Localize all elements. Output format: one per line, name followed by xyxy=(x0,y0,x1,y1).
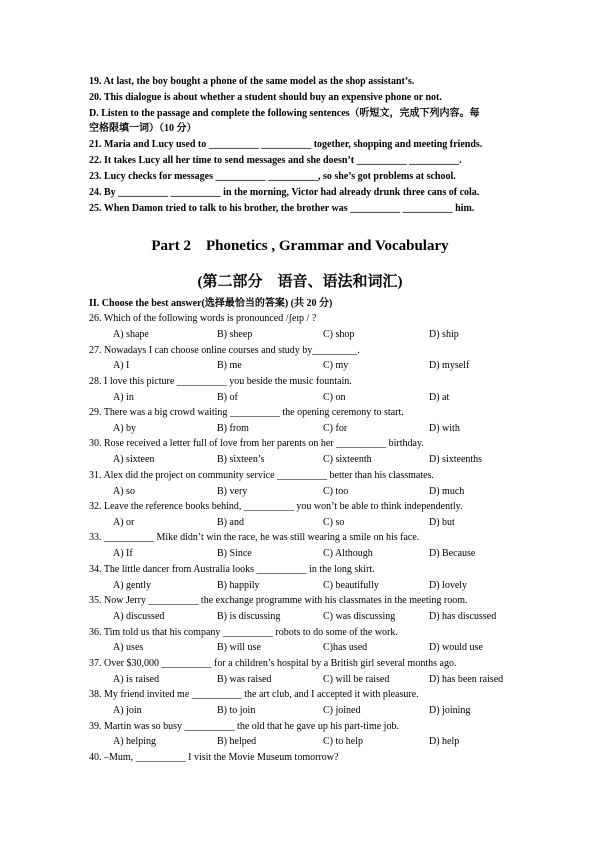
option: A) helping xyxy=(113,736,157,747)
question-35: 35. Now Jerry __________ the exchange programme with his classmates in the meeting room. xyxy=(89,595,468,606)
option: A) by xyxy=(113,423,137,434)
option: C) beautifully xyxy=(323,580,379,591)
statement-24: 24. By __________ __________ in the morning, Victor had already drunk three cans of cola. xyxy=(89,187,480,198)
option: D) but xyxy=(429,517,455,528)
question-26: 26. Which of the following words is pronounced /ʃeɪp / ? xyxy=(89,313,317,324)
option: A) in xyxy=(113,392,134,403)
part2-title-cn: (第二部分 语音、语法和词汇) xyxy=(197,274,403,290)
option: A) If xyxy=(113,548,133,559)
option: D) has been raised xyxy=(429,674,504,685)
option: D) lovely xyxy=(429,580,468,591)
option: C) shop xyxy=(323,329,355,340)
option: B) very xyxy=(217,486,248,497)
option: D) help xyxy=(429,736,460,747)
option: C) on xyxy=(323,392,346,403)
option: B) sixteen’s xyxy=(217,454,265,465)
question-28: 28. I love this picture __________ you beside the music fountain. xyxy=(89,376,352,387)
option: C) sixteenth xyxy=(323,454,372,465)
question-39: 39. Martin was so busy __________ the old that he gave up his part-time job. xyxy=(89,721,399,732)
option: A) sixteen xyxy=(113,454,155,465)
option: B) happily xyxy=(217,580,260,591)
option: A) discussed xyxy=(113,611,165,622)
option: A) is raised xyxy=(113,674,160,685)
option: C) joined xyxy=(323,705,361,716)
option: C) Although xyxy=(323,548,373,559)
question-34: 34. The little dancer from Australia looks __________ in the long skirt. xyxy=(89,564,375,575)
option: B) me xyxy=(217,360,242,371)
option: D) ship xyxy=(429,329,459,340)
option: A) join xyxy=(113,705,142,716)
option: B) is discussing xyxy=(217,611,281,622)
option: D) at xyxy=(429,392,450,403)
option: D) would use xyxy=(429,642,483,653)
option: D) much xyxy=(429,486,465,497)
statement-23: 23. Lucy checks for messages __________ __________, so she’s got problems at school. xyxy=(89,171,456,182)
question-36: 36. Tim told us that his company __________ robots to do some of the work. xyxy=(89,627,398,638)
option: C) will be raised xyxy=(323,674,390,685)
part2-title: Part 2 Phonetics , Grammar and Vocabulary xyxy=(151,238,449,254)
option: B) from xyxy=(217,423,249,434)
question-27: 27. Nowadays I can choose online courses and study by_________. xyxy=(89,345,360,356)
statement-20: 20. This dialogue is about whether a student should buy an expensive phone or not. xyxy=(89,92,442,103)
question-40: 40. –Mum, __________ I visit the Movie Museum tomorrow? xyxy=(89,752,339,763)
option: B) helped xyxy=(217,736,257,747)
option: B) of xyxy=(217,392,238,403)
question-29: 29. There was a big crowd waiting __________ the opening ceremony to start. xyxy=(89,407,404,418)
option: D) sixteenths xyxy=(429,454,483,465)
question-30: 30. Rose received a letter full of love from her parents on her __________ birthday. xyxy=(89,438,424,449)
option: A) gently xyxy=(113,580,152,591)
question-33: 33. __________ Mike didn’t win the race, he was still wearing a smile on his face. xyxy=(89,532,420,543)
option: D) with xyxy=(429,423,460,434)
option: A) or xyxy=(113,517,135,528)
option: B) sheep xyxy=(217,329,253,340)
option: B) to join xyxy=(217,705,256,716)
option: B) and xyxy=(217,517,244,528)
option: C) for xyxy=(323,423,348,434)
option: C) so xyxy=(323,517,345,528)
statement-22: 22. It takes Lucy all her time to send messages and she doesn’t __________ __________. xyxy=(89,155,462,166)
option: C) too xyxy=(323,486,349,497)
statement-25: 25. When Damon tried to talk to his brother, the brother was __________ __________ him. xyxy=(89,203,475,214)
option: C) to help xyxy=(323,736,363,747)
question-37: 37. Over $30,000 __________ for a children’s hospital by a British girl several months ago. xyxy=(89,658,457,669)
section-d-instruction-cont: 空格限填一词）（10 分） xyxy=(89,123,197,134)
option: B) Since xyxy=(217,548,252,559)
option: A) I xyxy=(113,360,130,371)
option: D) myself xyxy=(429,360,470,371)
question-32: 32. Leave the reference books behind, __________ you won’t be able to think independently. xyxy=(89,501,463,512)
option: C)has used xyxy=(323,642,368,653)
option: A) so xyxy=(113,486,135,497)
statement-19: 19. At last, the boy bought a phone of the same model as the shop assistant’s. xyxy=(89,76,415,87)
section-ii-heading: II. Choose the best answer(选择最恰当的答案) (共 20 分) xyxy=(89,298,333,309)
option: A) shape xyxy=(113,329,149,340)
option: B) was raised xyxy=(217,674,272,685)
option: D) joining xyxy=(429,705,471,716)
option: C) my xyxy=(323,360,349,371)
question-38: 38. My friend invited me __________ the art club, and I accepted it with pleasure. xyxy=(89,689,419,700)
section-d-instruction: D. Listen to the passage and complete the following sentences（听短文，完成下列内容。每 xyxy=(89,108,480,119)
option: D) has discussed xyxy=(429,611,497,622)
option: C) was discussing xyxy=(323,611,396,622)
option: A) uses xyxy=(113,642,144,653)
statement-21: 21. Maria and Lucy used to __________ __________ together, shopping and meeting friends. xyxy=(89,139,483,150)
option: B) will use xyxy=(217,642,261,653)
question-31: 31. Alex did the project on community service __________ better than his classmates. xyxy=(89,470,434,481)
option: D) Because xyxy=(429,548,476,559)
